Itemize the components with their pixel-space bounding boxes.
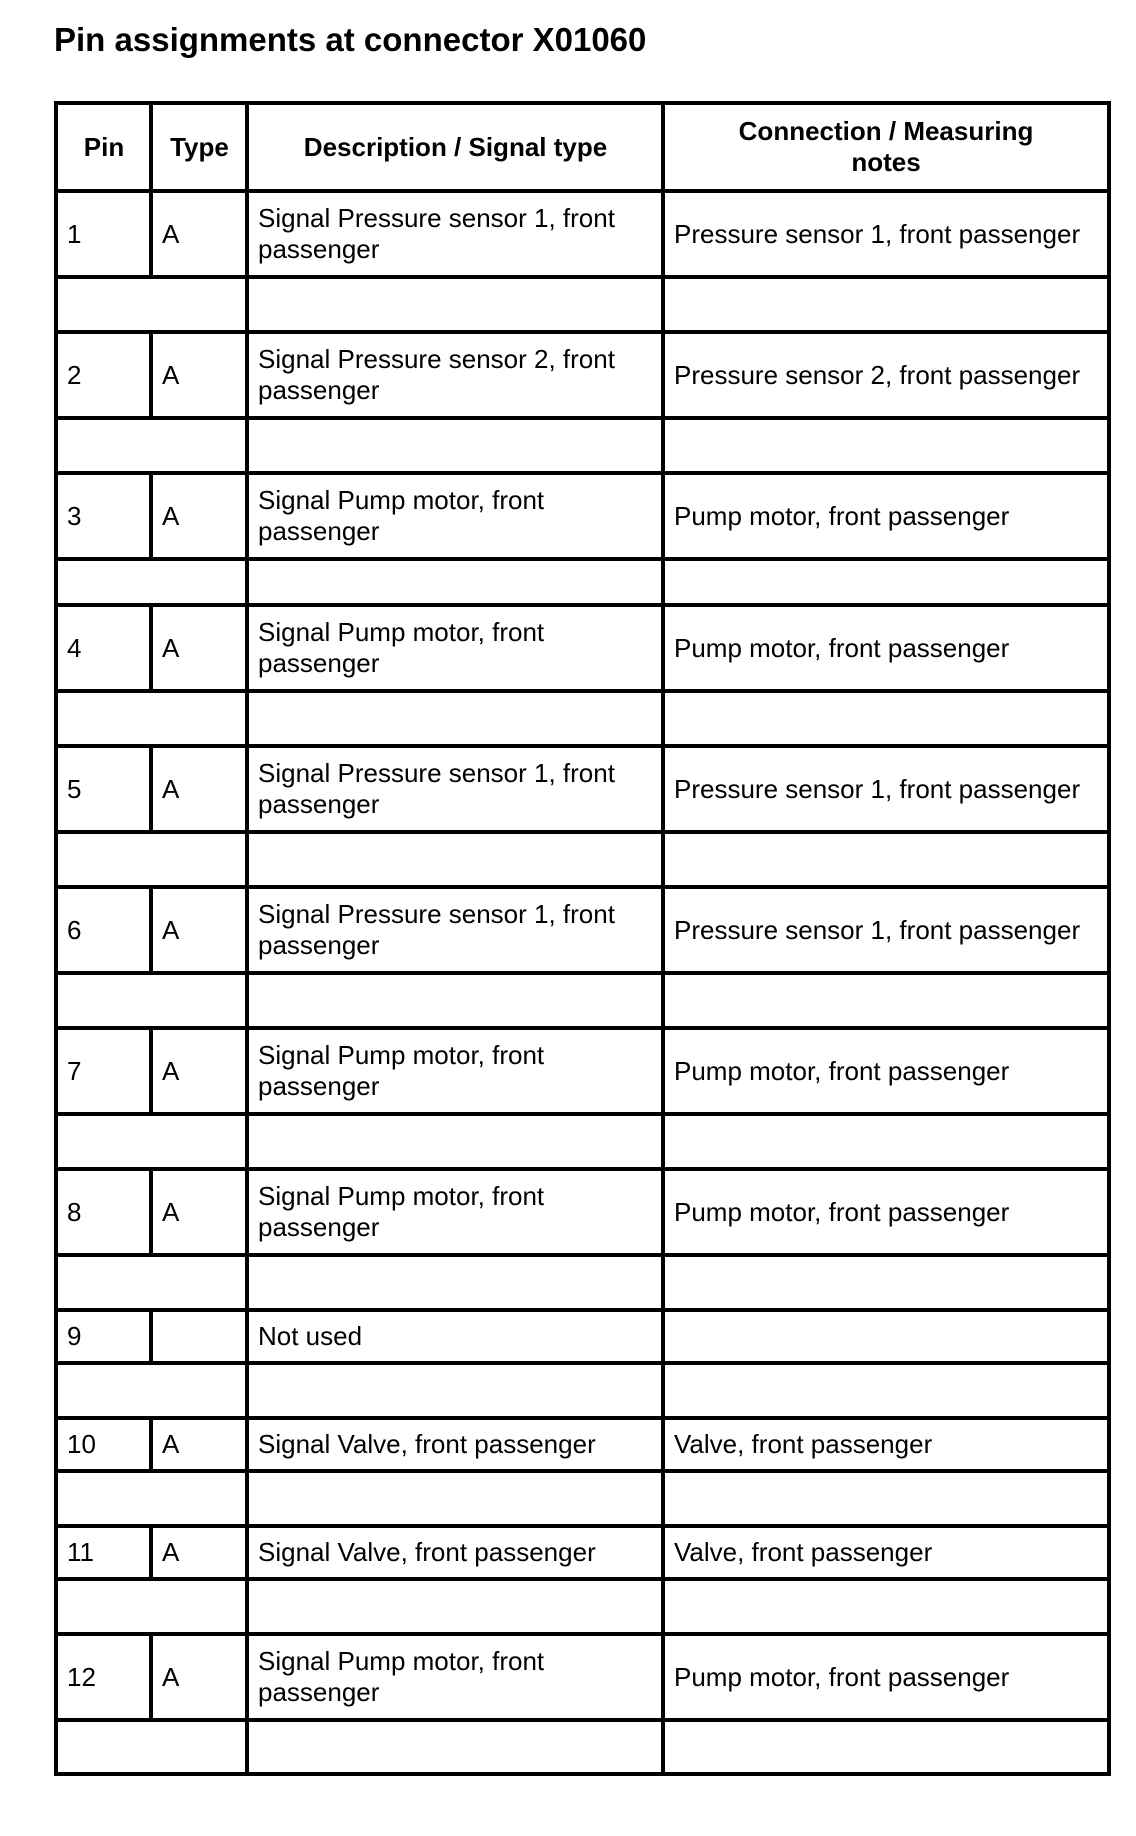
connection-cell: Pump motor, front passenger xyxy=(663,1169,1109,1255)
type-cell: A xyxy=(151,191,247,277)
pin-cell: 5 xyxy=(56,746,151,832)
spacer-cell xyxy=(56,1363,247,1418)
table-row xyxy=(56,191,1109,277)
spacer-cell xyxy=(663,277,1109,332)
table-row xyxy=(56,746,1109,832)
column-header-description: Description / Signal type xyxy=(247,103,663,191)
spacer-cell xyxy=(56,277,247,332)
spacer-cell xyxy=(56,691,247,746)
description-cell: Signal Pump motor, front passenger xyxy=(247,1634,663,1720)
connection-cell: Pump motor, front passenger xyxy=(663,473,1109,559)
connection-cell: Pressure sensor 1, front passenger xyxy=(663,746,1109,832)
description-cell: Signal Pump motor, front passenger xyxy=(247,1169,663,1255)
table-row xyxy=(56,887,1109,973)
type-cell: A xyxy=(151,746,247,832)
description-cell: Signal Pump motor, front passenger xyxy=(247,605,663,691)
spacer-row xyxy=(56,1579,1109,1634)
spacer-cell xyxy=(663,691,1109,746)
spacer-cell xyxy=(56,418,247,473)
type-cell: A xyxy=(151,1634,247,1720)
spacer-cell xyxy=(56,1471,247,1526)
description-cell: Signal Pressure sensor 1, front passenger xyxy=(247,191,663,277)
connection-cell: Pump motor, front passenger xyxy=(663,605,1109,691)
column-header-type: Type xyxy=(151,103,247,191)
type-cell: A xyxy=(151,1028,247,1114)
column-header-pin: Pin xyxy=(56,103,151,191)
connection-cell: Pump motor, front passenger xyxy=(663,1028,1109,1114)
pin-cell: 4 xyxy=(56,605,151,691)
spacer-row xyxy=(56,691,1109,746)
table-row xyxy=(56,1634,1109,1720)
spacer-cell xyxy=(663,418,1109,473)
spacer-cell xyxy=(247,1720,663,1774)
spacer-cell xyxy=(247,1471,663,1526)
spacer-cell xyxy=(663,1579,1109,1634)
spacer-cell xyxy=(247,973,663,1028)
table-row xyxy=(56,1028,1109,1114)
description-cell: Signal Valve, front passenger xyxy=(247,1526,663,1579)
spacer-row xyxy=(56,832,1109,887)
spacer-row xyxy=(56,1114,1109,1169)
spacer-cell xyxy=(247,1579,663,1634)
pin-cell: 7 xyxy=(56,1028,151,1114)
spacer-cell xyxy=(56,1255,247,1310)
table-row xyxy=(56,473,1109,559)
pin-cell: 10 xyxy=(56,1418,151,1471)
spacer-row xyxy=(56,559,1109,605)
spacer-cell xyxy=(663,832,1109,887)
spacer-cell xyxy=(663,1720,1109,1774)
description-cell: Signal Pressure sensor 1, front passenger xyxy=(247,887,663,973)
spacer-cell xyxy=(663,1114,1109,1169)
table-row xyxy=(56,1169,1109,1255)
table-row xyxy=(56,1310,1109,1363)
table-row xyxy=(56,332,1109,418)
spacer-cell xyxy=(663,559,1109,605)
type-cell: A xyxy=(151,1526,247,1579)
description-cell: Signal Valve, front passenger xyxy=(247,1418,663,1471)
table-header-row xyxy=(56,103,1109,191)
spacer-cell xyxy=(247,277,663,332)
type-cell: A xyxy=(151,1169,247,1255)
description-cell: Signal Pressure sensor 2, front passenger xyxy=(247,332,663,418)
connection-cell: Pump motor, front passenger xyxy=(663,1634,1109,1720)
pin-cell: 2 xyxy=(56,332,151,418)
connection-cell: Pressure sensor 1, front passenger xyxy=(663,887,1109,973)
spacer-cell xyxy=(56,559,247,605)
spacer-cell xyxy=(247,1255,663,1310)
spacer-cell xyxy=(247,418,663,473)
spacer-cell xyxy=(663,1255,1109,1310)
pin-assignment-table xyxy=(54,101,1111,1776)
spacer-row xyxy=(56,1471,1109,1526)
pin-cell: 9 xyxy=(56,1310,151,1363)
spacer-row xyxy=(56,1255,1109,1310)
spacer-cell xyxy=(56,1579,247,1634)
table-row xyxy=(56,1526,1109,1579)
spacer-cell xyxy=(247,1363,663,1418)
spacer-cell xyxy=(663,1363,1109,1418)
spacer-cell xyxy=(247,832,663,887)
connection-cell: Valve, front passenger xyxy=(663,1526,1109,1579)
table-row xyxy=(56,605,1109,691)
spacer-cell xyxy=(56,973,247,1028)
spacer-cell xyxy=(56,1114,247,1169)
column-header-connection: Connection / Measuring notes xyxy=(663,103,1109,191)
spacer-row xyxy=(56,418,1109,473)
pin-cell: 3 xyxy=(56,473,151,559)
type-cell: A xyxy=(151,887,247,973)
spacer-cell xyxy=(247,1114,663,1169)
page-title: Pin assignments at connector X01060 xyxy=(54,21,647,58)
type-cell: A xyxy=(151,473,247,559)
connection-cell: Pressure sensor 1, front passenger xyxy=(663,191,1109,277)
spacer-cell xyxy=(56,1720,247,1774)
spacer-row xyxy=(56,1363,1109,1418)
pin-cell: 11 xyxy=(56,1526,151,1579)
spacer-row xyxy=(56,1720,1109,1774)
table-row xyxy=(56,1418,1109,1471)
connection-cell: Pressure sensor 2, front passenger xyxy=(663,332,1109,418)
pin-cell: 8 xyxy=(56,1169,151,1255)
spacer-cell xyxy=(663,1471,1109,1526)
description-cell: Signal Pump motor, front passenger xyxy=(247,1028,663,1114)
description-cell: Signal Pressure sensor 1, front passenger xyxy=(247,746,663,832)
description-cell: Not used xyxy=(247,1310,663,1363)
spacer-cell xyxy=(56,832,247,887)
pin-cell: 12 xyxy=(56,1634,151,1720)
spacer-cell xyxy=(247,691,663,746)
spacer-cell xyxy=(247,559,663,605)
description-cell: Signal Pump motor, front passenger xyxy=(247,473,663,559)
spacer-cell xyxy=(663,973,1109,1028)
connection-cell xyxy=(663,1310,1109,1363)
type-cell: A xyxy=(151,332,247,418)
pin-cell: 6 xyxy=(56,887,151,973)
type-cell xyxy=(151,1310,247,1363)
type-cell: A xyxy=(151,605,247,691)
type-cell: A xyxy=(151,1418,247,1471)
connection-cell: Valve, front passenger xyxy=(663,1418,1109,1471)
spacer-row xyxy=(56,973,1109,1028)
spacer-row xyxy=(56,277,1109,332)
pin-cell: 1 xyxy=(56,191,151,277)
